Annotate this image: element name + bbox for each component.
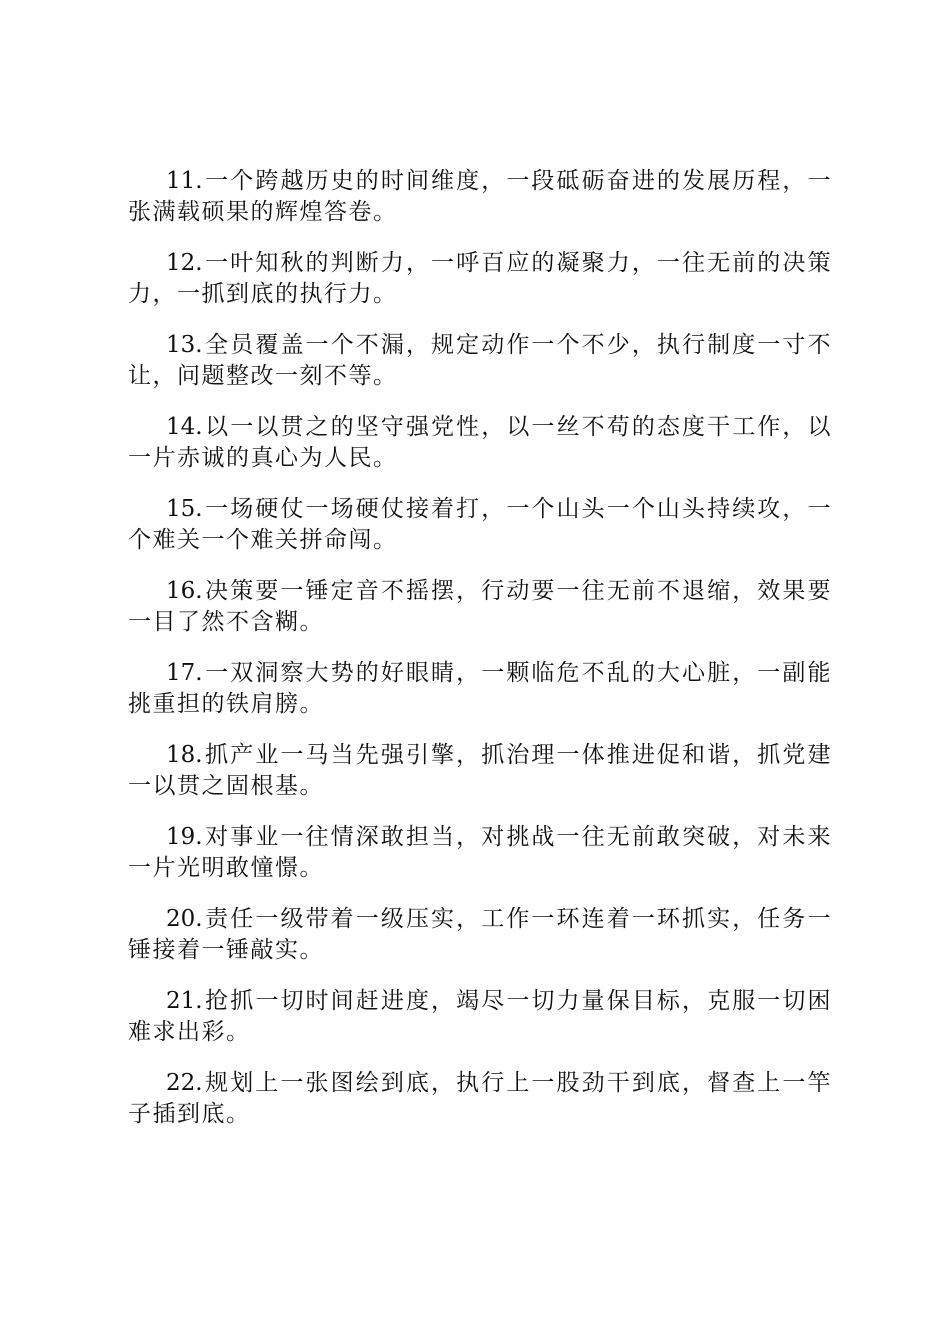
item-number: 21. [166, 988, 203, 1014]
item-text: 抓产业一马当先强引擎，抓治理一体推进促和谐，抓党建一以贯之固根基。 [128, 742, 832, 799]
item-number: 22. [166, 1070, 203, 1096]
item-text: 一双洞察大势的好眼睛，一颗临危不乱的大心脏，一副能挑重担的铁肩膀。 [128, 660, 832, 717]
item-text: 决策要一锤定音不摇摆，行动要一往无前不退缩，效果要一目了然不含糊。 [128, 578, 832, 635]
item-text: 一叶知秋的判断力，一呼百应的凝聚力，一往无前的决策力，一抓到底的执行力。 [128, 250, 832, 307]
item-number: 17. [166, 660, 203, 686]
item-number: 18. [166, 742, 203, 768]
list-item [128, 248, 832, 310]
item-text: 一个跨越历史的时间维度，一段砥砺奋进的发展历程，一张满载硕果的辉煌答卷。 [128, 168, 832, 225]
list-item [128, 330, 832, 392]
list-item [128, 412, 832, 474]
item-text: 抢抓一切时间赶进度，竭尽一切力量保目标，克服一切困难求出彩。 [128, 988, 832, 1045]
item-number: 19. [166, 824, 203, 850]
item-text: 对事业一往情深敢担当，对挑战一往无前敢突破，对未来一片光明敢憧憬。 [128, 824, 832, 881]
item-text: 全员覆盖一个不漏，规定动作一个不少，执行制度一寸不让，问题整改一刻不等。 [128, 332, 832, 389]
item-number: 13. [166, 332, 203, 358]
list-item [128, 822, 832, 884]
item-number: 20. [166, 906, 203, 932]
list-item [128, 576, 832, 638]
item-number: 14. [166, 414, 203, 440]
item-number: 11. [166, 168, 203, 194]
item-number: 12. [166, 250, 203, 276]
document-body [128, 166, 832, 1150]
list-item [128, 658, 832, 720]
list-item [128, 494, 832, 556]
item-number: 15. [166, 496, 203, 522]
item-text: 规划上一张图绘到底，执行上一股劲干到底，督查上一竿子插到底。 [128, 1070, 832, 1127]
list-item [128, 904, 832, 966]
item-text: 责任一级带着一级压实，工作一环连着一环抓实，任务一锤接着一锤敲实。 [128, 906, 832, 963]
item-number: 16. [166, 578, 203, 604]
list-item [128, 740, 832, 802]
item-text: 一场硬仗一场硬仗接着打，一个山头一个山头持续攻，一个难关一个难关拼命闯。 [128, 496, 832, 553]
item-text: 以一以贯之的坚守强党性，以一丝不苟的态度干工作，以一片赤诚的真心为人民。 [128, 414, 832, 471]
list-item [128, 986, 832, 1048]
list-item [128, 166, 832, 228]
list-item [128, 1068, 832, 1130]
